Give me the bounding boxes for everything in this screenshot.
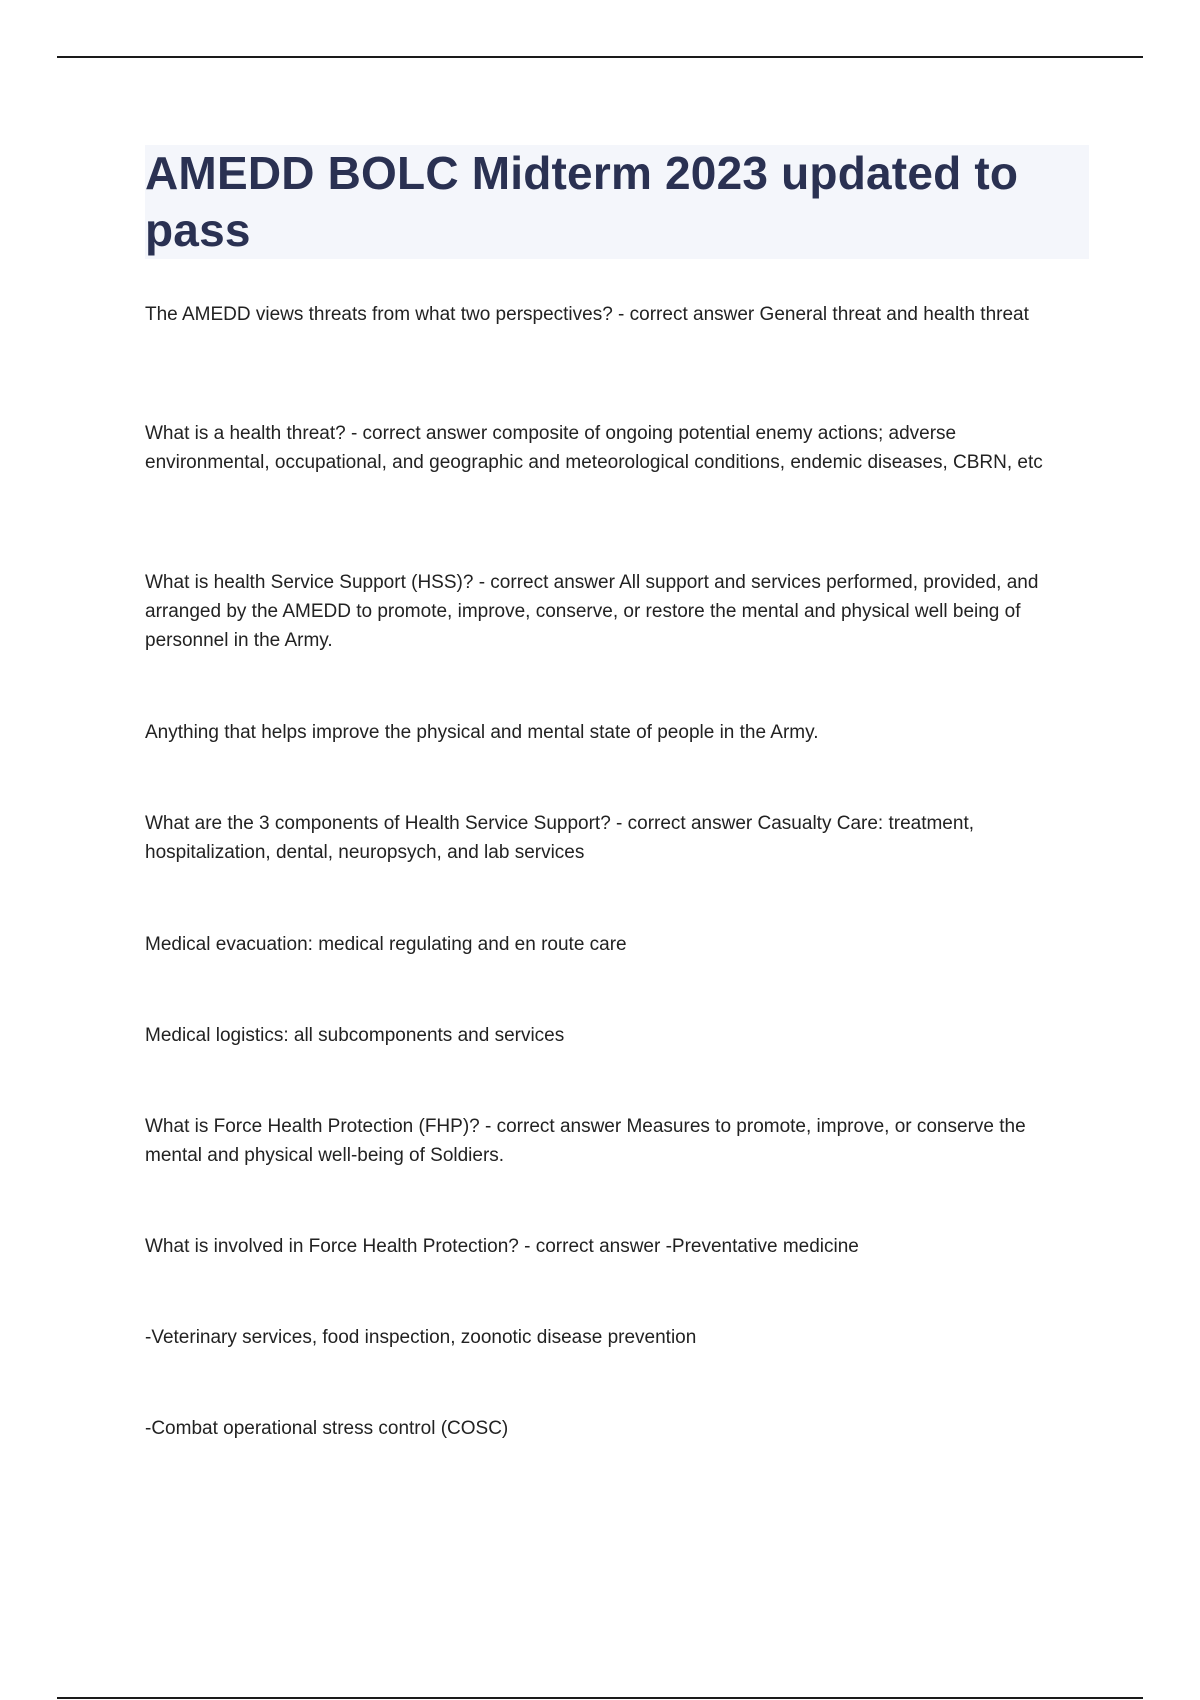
- qa-paragraph: What is involved in Force Health Protection? - correct answer -Preventative medicine: [145, 1236, 859, 1257]
- qa-paragraph: Medical logistics: all subcomponents and services: [145, 1025, 565, 1046]
- qa-paragraph: What is a health threat? - correct answer composite of ongoing potential enemy actions; adverse environmental, occupational, and geographic and meteorological conditions, endemic diseases, CBRN, etc: [145, 423, 1043, 473]
- page-header-rule: [57, 56, 1143, 58]
- page-footer-rule: [57, 1697, 1143, 1699]
- qa-paragraph: -Veterinary services, food inspection, zoonotic disease prevention: [145, 1327, 697, 1348]
- title-block: [145, 145, 1089, 259]
- qa-paragraph: What is Force Health Protection (FHP)? - correct answer Measures to promote, improve, or conserve the mental and physical well-being of Soldiers.: [145, 1116, 1026, 1166]
- document-title: AMEDD BOLC Midterm 2023 updated to pass: [145, 147, 1019, 256]
- qa-paragraph: -Combat operational stress control (COSC): [145, 1418, 509, 1439]
- qa-paragraph: Anything that helps improve the physical and mental state of people in the Army.: [145, 722, 819, 743]
- qa-paragraph: What are the 3 components of Health Service Support? - correct answer Casualty Care: treatment, hospitalization, dental, neuropsych, and lab services: [145, 813, 974, 863]
- qa-paragraph: The AMEDD views threats from what two perspectives? - correct answer General threat and health threat: [145, 304, 1029, 325]
- qa-paragraph: What is health Service Support (HSS)? - correct answer All support and services performed, provided, and arranged by the AMEDD to promote, improve, conserve, or restore the mental and physical well being of personnel in the Army.: [145, 572, 1039, 651]
- qa-paragraph: Medical evacuation: medical regulating and en route care: [145, 934, 627, 955]
